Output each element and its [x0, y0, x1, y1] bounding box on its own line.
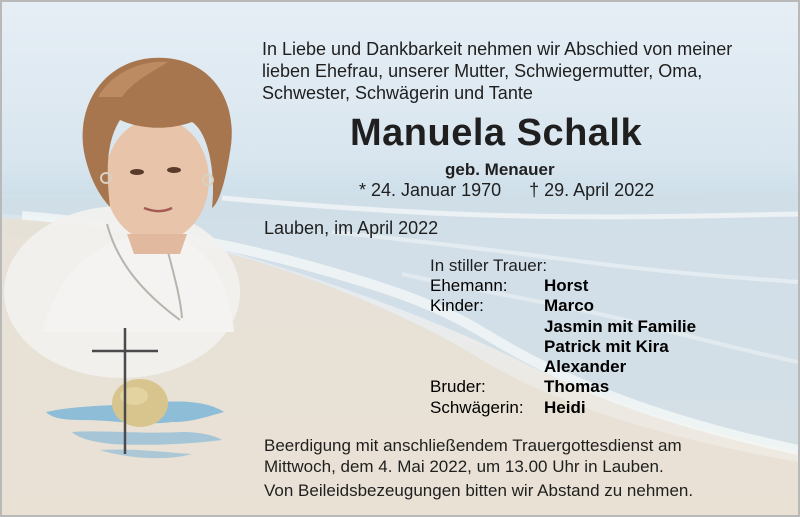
- relation-label: Kinder:: [430, 296, 484, 316]
- mourner-row: [430, 276, 696, 296]
- relation-label: [430, 357, 544, 377]
- relation-label: [430, 317, 544, 337]
- birth-date: * 24. Januar 1970: [359, 180, 502, 200]
- mourner-name: Heidi: [544, 397, 586, 417]
- mourner-row: [430, 398, 696, 418]
- mourner-row: [430, 296, 696, 316]
- intro-line: Schwester, Schwägerin und Tante: [262, 83, 533, 103]
- mourner-row: [430, 317, 696, 337]
- intro-line: In Liebe und Dankbarkeit nehmen wir Abschied von meiner: [262, 39, 733, 59]
- condolence-note: Von Beileidsbezeugungen bitten wir Abstand zu nehmen.: [264, 481, 694, 500]
- mourners-heading: In stiller Trauer:: [430, 256, 548, 275]
- mourners-list: [430, 276, 696, 418]
- relation-label: Schwägerin:: [430, 397, 524, 417]
- mourner-name: Thomas: [544, 377, 610, 397]
- relation-label: Ehemann:: [430, 276, 508, 295]
- relation-label: [430, 337, 544, 357]
- place-date: Lauben, im April 2022: [264, 218, 439, 238]
- death-date: † 29. April 2022: [529, 180, 655, 200]
- mourner-row: [430, 337, 696, 357]
- birth-name: geb. Menauer: [445, 160, 555, 179]
- mourner-name: Horst: [544, 276, 589, 295]
- funeral-notice: [264, 436, 784, 477]
- mourner-row: [430, 377, 696, 397]
- life-dates: [359, 180, 654, 201]
- intro-line: lieben Ehefrau, unserer Mutter, Schwiegermutter, Oma,: [262, 61, 703, 81]
- mourner-name: Alexander: [544, 357, 627, 377]
- relation-label: Bruder:: [430, 377, 486, 397]
- deceased-name: Manuela Schalk: [350, 112, 643, 154]
- mourner-name: Jasmin mit Familie: [544, 316, 697, 336]
- mourner-row: [430, 357, 696, 377]
- intro-text: [262, 38, 782, 104]
- funeral-line: Mittwoch, dem 4. Mai 2022, um 13.00 Uhr in Lauben.: [264, 456, 664, 476]
- mourner-name: Patrick mit Kira: [544, 336, 669, 356]
- mourner-name: Marco: [544, 296, 595, 316]
- funeral-line: Beerdigung mit anschließendem Trauergottesdienst am: [264, 436, 682, 455]
